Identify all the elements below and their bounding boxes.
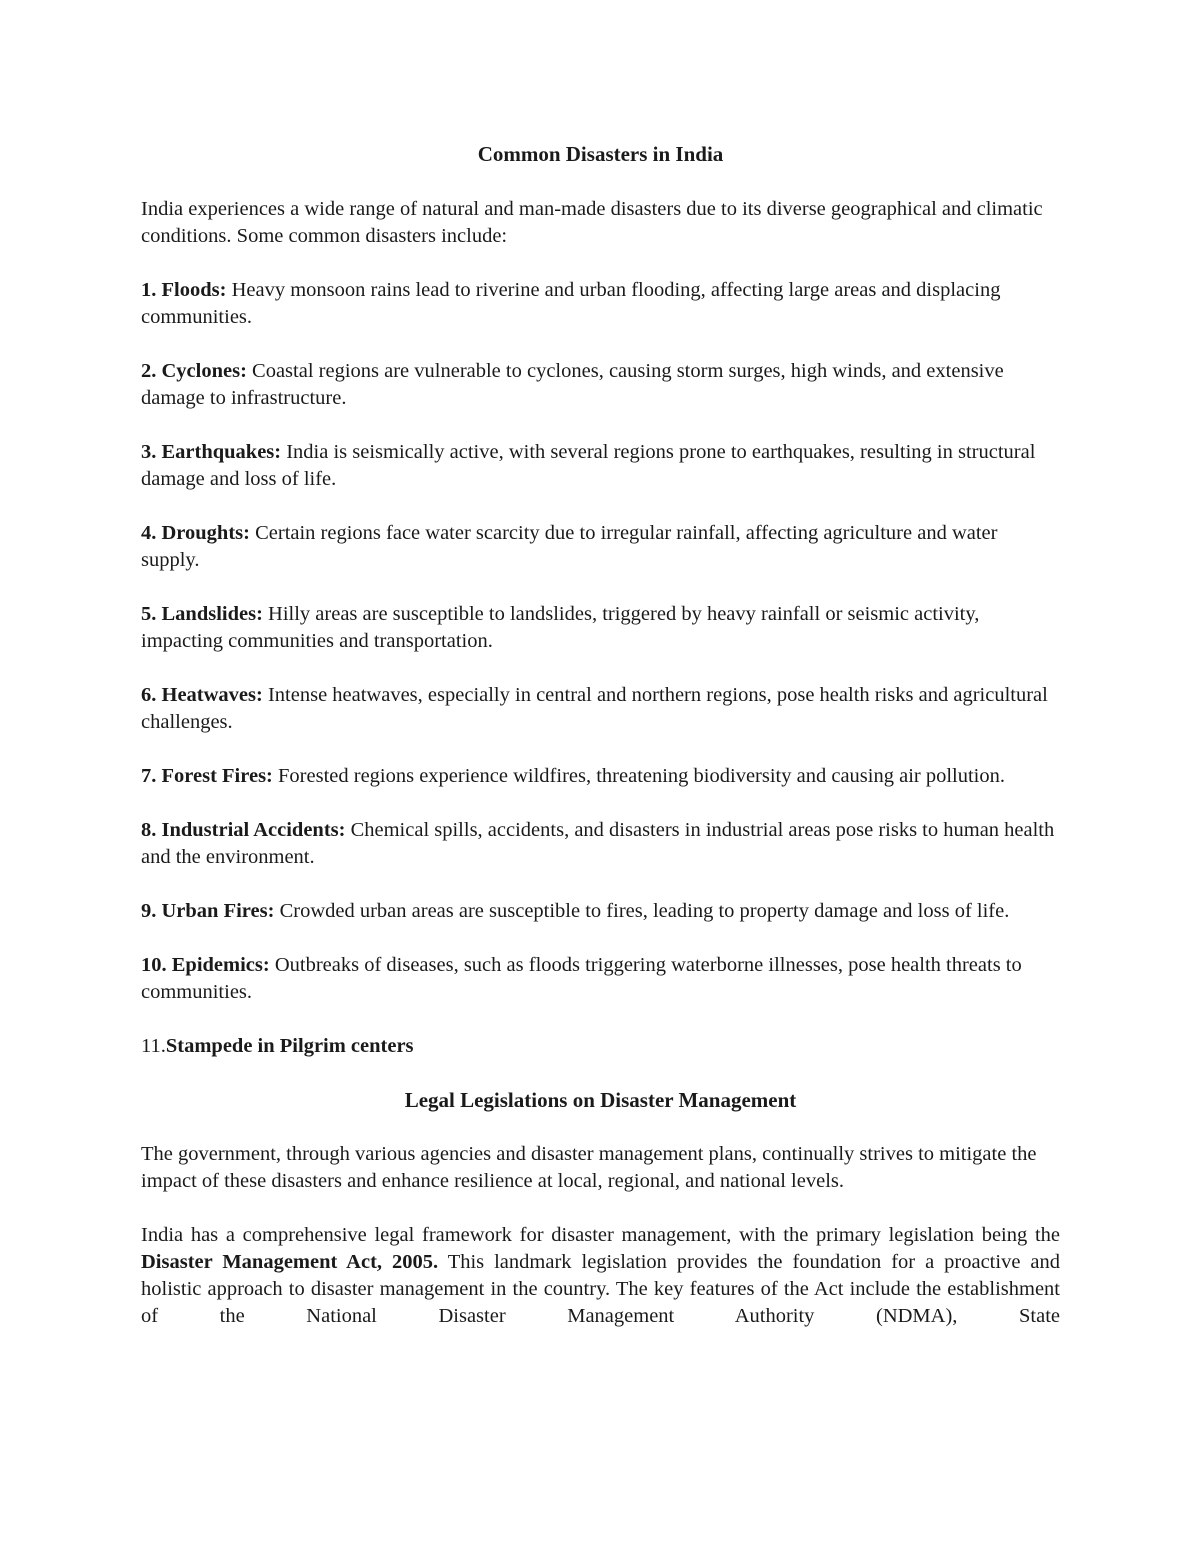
item-text: Forested regions experience wildfires, threatening biodiversity and causing air pollution. [272, 765, 1005, 787]
item-term: Droughts: [161, 522, 250, 544]
item-text: Chemical spills, accidents, and disasters in industrial areas pose risks to human health and the environment. [141, 819, 1055, 868]
legal-framework-paragraph [141, 1222, 1060, 1330]
item-text: Certain regions face water scarcity due to irregular rainfall, affecting agriculture and water supply. [141, 522, 998, 571]
item-text: Intense heatwaves, especially in central and northern regions, pose health risks and agricultural challenges. [141, 684, 1048, 733]
page-title: Common Disasters in India [477, 142, 724, 166]
item-term: Industrial Accidents: [161, 819, 346, 841]
item-term: Epidemics: [171, 954, 270, 976]
list-item-landslides [141, 601, 1060, 655]
item-term: Cyclones: [161, 360, 247, 382]
item-text: Coastal regions are vulnerable to cyclones, causing storm surges, high winds, and extensive damage to infrastructure. [141, 360, 1004, 409]
item-number: 4. [141, 522, 157, 544]
government-paragraph: The government, through various agencies and disaster management plans, continually strives to mitigate the impact of these disasters and enhance resilience at local, regional, and national levels. [141, 1143, 1037, 1192]
item-number: 7. [141, 765, 157, 787]
item-term: Heatwaves: [161, 684, 263, 706]
list-item-cyclones [141, 358, 1060, 412]
section-heading: Legal Legislations on Disaster Management [404, 1088, 797, 1112]
list-item-floods [141, 277, 1060, 331]
item-term: Forest Fires: [161, 765, 273, 787]
list-item-heatwaves [141, 682, 1060, 736]
item-number: 11. [141, 1035, 166, 1057]
legal-text-after: This landmark legislation provides the foundation for a proactive and holistic approach to disaster management in the country. The key features of the Act include the establishment of the National Disaster Management Authority (NDMA), State [141, 1251, 1060, 1327]
item-number: 10. [141, 954, 167, 976]
legal-text-before: India has a comprehensive legal framework for disaster management, with the primary legislation being the [141, 1224, 1060, 1246]
item-number: 9. [141, 900, 157, 922]
item-text: Outbreaks of diseases, such as floods triggering waterborne illnesses, pose health threats to communities. [141, 954, 1022, 1003]
item-number: 1. [141, 279, 157, 301]
intro-paragraph: India experiences a wide range of natural and man-made disasters due to its diverse geographical and climatic conditions. Some common disasters include: [141, 198, 1043, 247]
list-item-stampede [141, 1033, 1060, 1060]
list-item-epidemics [141, 952, 1060, 1006]
item-term: Floods: [161, 279, 227, 301]
item-number: 3. [141, 441, 157, 463]
item-number: 5. [141, 603, 157, 625]
item-number: 2. [141, 360, 157, 382]
list-item-droughts [141, 520, 1060, 574]
item-term: Landslides: [161, 603, 263, 625]
item-text: Crowded urban areas are susceptible to fires, leading to property damage and loss of life. [274, 900, 1010, 922]
item-text: India is seismically active, with several regions prone to earthquakes, resulting in structural damage and loss of life. [141, 441, 1036, 490]
list-item-industrial-accidents [141, 817, 1060, 871]
list-item-urban-fires [141, 898, 1060, 925]
act-name: Disaster Management Act, 2005. [141, 1251, 439, 1273]
item-number: 6. [141, 684, 157, 706]
item-term: Urban Fires: [161, 900, 275, 922]
list-item-forest-fires [141, 763, 1060, 790]
item-text: Heavy monsoon rains lead to riverine and urban flooding, affecting large areas and displacing communities. [141, 279, 1001, 328]
item-number: 8. [141, 819, 157, 841]
list-item-earthquakes [141, 439, 1060, 493]
item-text: Hilly areas are susceptible to landslides, triggered by heavy rainfall or seismic activity, impacting communities and transportation. [141, 603, 980, 652]
item-term: Earthquakes: [161, 441, 282, 463]
item-term: Stampede in Pilgrim centers [165, 1035, 414, 1057]
